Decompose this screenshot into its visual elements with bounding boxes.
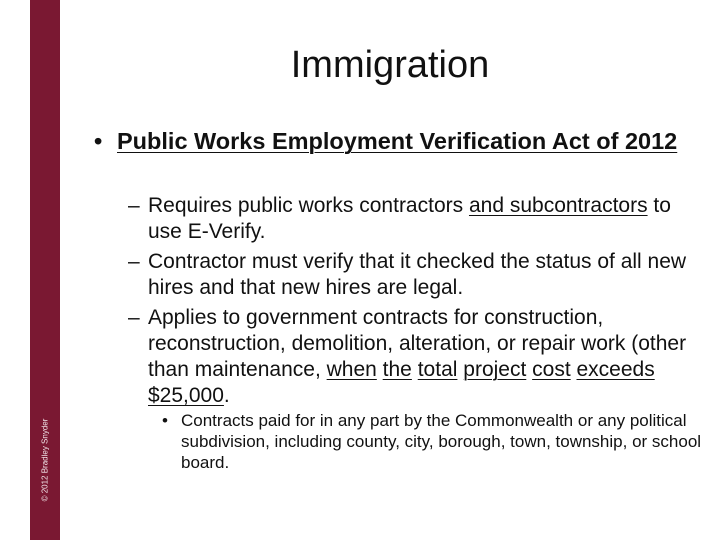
bullet-icon: •	[162, 411, 168, 430]
underlined-text: total	[417, 358, 458, 381]
sub-bullet-3	[128, 305, 688, 409]
sub-bullet-text: Contractor must verify that it checked the status of all new hires and that new hires are legal.	[148, 250, 687, 299]
sub-bullet-text	[148, 305, 688, 409]
sub-bullet-text	[148, 193, 688, 245]
underlined-text: $25,000	[148, 384, 224, 407]
bullet-icon: •	[94, 128, 103, 154]
main-bullet	[94, 127, 694, 156]
sub-bullet-1	[128, 193, 688, 245]
dash-icon: –	[128, 306, 140, 329]
main-bullet-text: Public Works Employment Verification Act of 2012	[117, 128, 678, 154]
dash-icon: –	[128, 250, 140, 273]
text-segment: to use E-Verify.	[148, 194, 671, 243]
sub-bullet-2	[128, 249, 688, 301]
slide-title: Immigration	[290, 44, 490, 86]
underlined-text: when	[326, 358, 377, 381]
text-segment: Applies to government contracts for construction, reconstruction, demolition, alteration, or repair work (other than maintenance,	[148, 306, 687, 381]
sidebar	[0, 0, 60, 540]
text-segment: Requires public works contractors	[148, 194, 469, 217]
underlined-text: and subcontractors	[468, 194, 648, 217]
dash-icon: –	[128, 194, 140, 217]
sub-sub-bullet-text: Contracts paid for in any part by the Commonwealth or any political subdivision, including county, city, borough, town, township, or school board.	[181, 411, 702, 472]
underlined-text: project	[463, 358, 527, 381]
sub-sub-bullet	[162, 410, 702, 473]
text-segment: .	[223, 384, 230, 407]
underlined-text: exceeds	[576, 358, 655, 381]
underlined-text: cost	[532, 358, 571, 381]
copyright-notice: © 2012 Bradley Snyder	[40, 418, 50, 502]
underlined-text: the	[382, 358, 412, 381]
